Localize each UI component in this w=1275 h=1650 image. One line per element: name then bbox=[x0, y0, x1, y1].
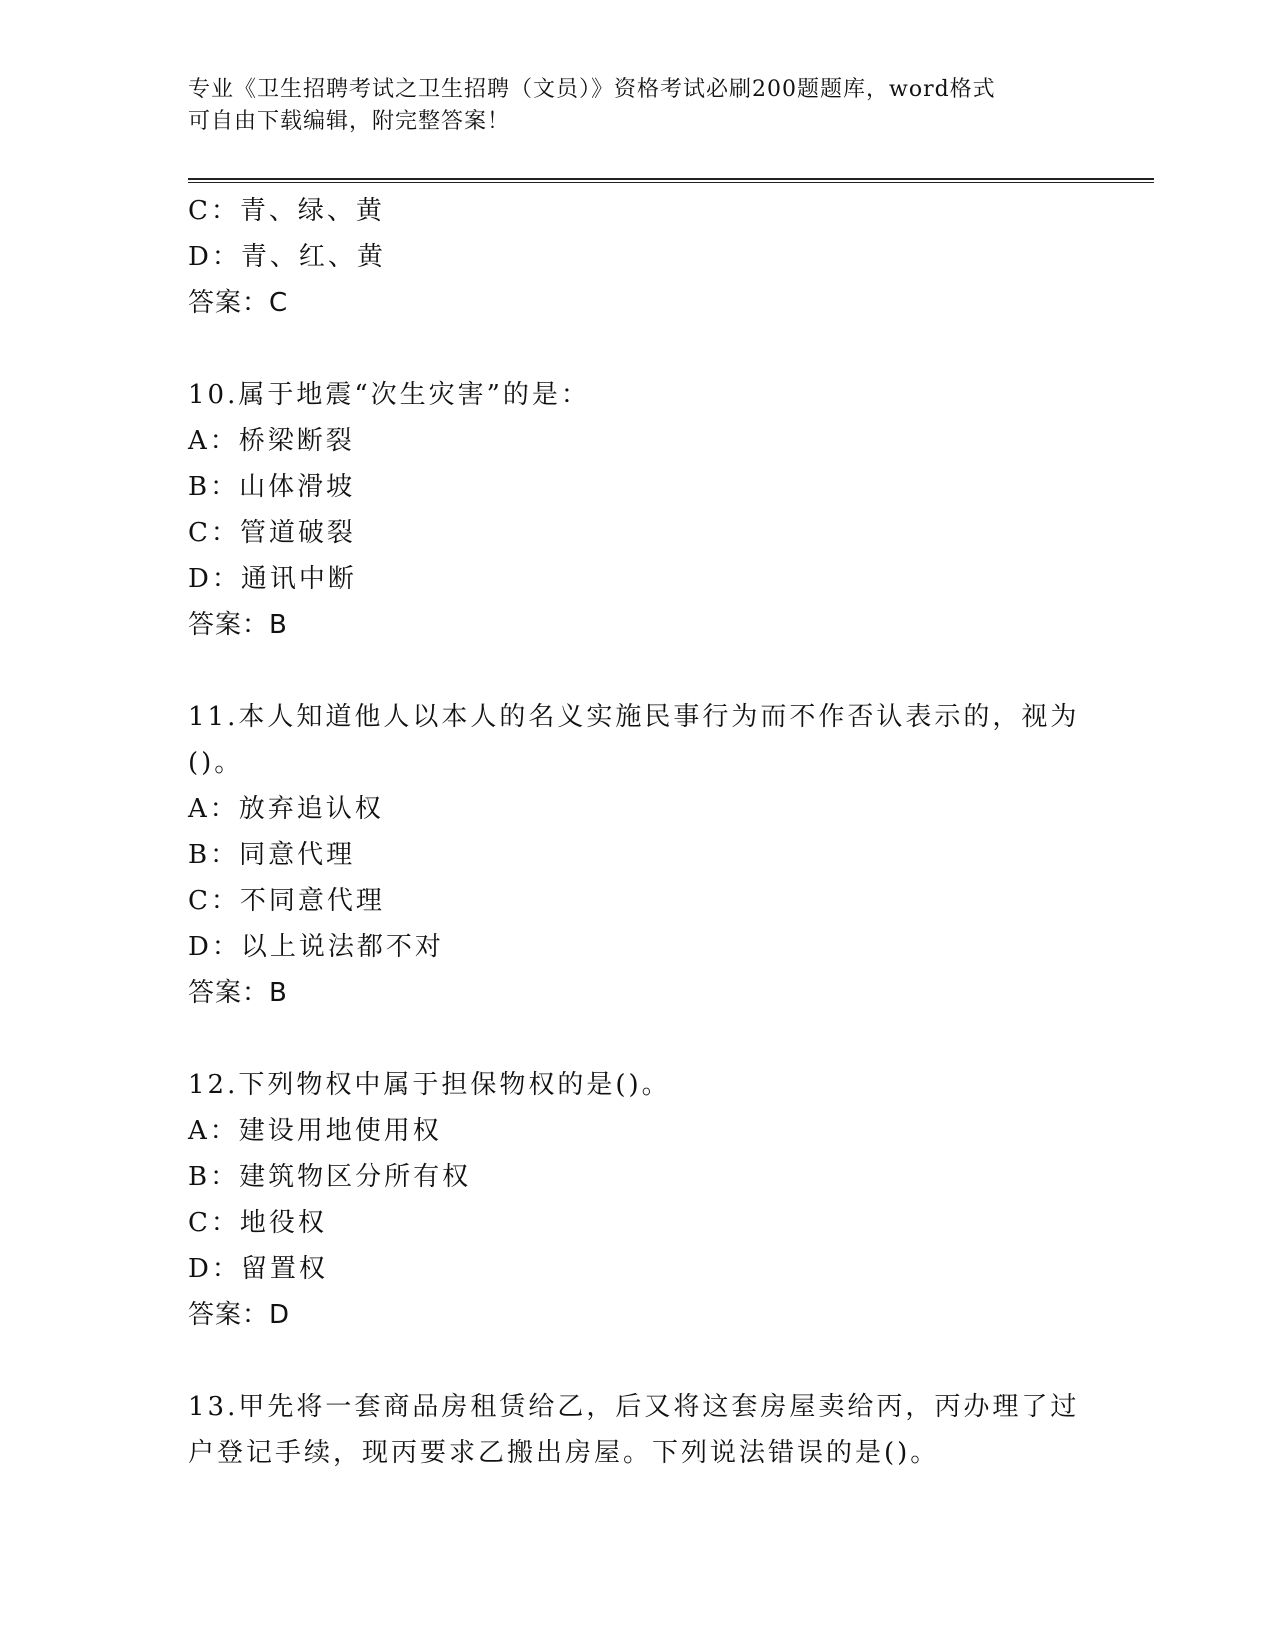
question-10-block bbox=[188, 372, 1068, 648]
q11-option-d: D：以上说法都不对 bbox=[188, 932, 444, 962]
q12-option-c: C：地役权 bbox=[188, 1208, 327, 1238]
q10-answer: 答案：B bbox=[188, 610, 288, 640]
q9-answer: 答案：C bbox=[188, 288, 289, 318]
q11-question-line-2: ()。 bbox=[188, 748, 244, 778]
q10-option-d: D：通讯中断 bbox=[188, 564, 357, 594]
document-header bbox=[188, 74, 1068, 138]
q11-option-c: C：不同意代理 bbox=[188, 886, 385, 916]
header-rule-thin bbox=[188, 182, 1154, 183]
question-9-block bbox=[188, 188, 1068, 326]
q12-answer: 答案：D bbox=[188, 1300, 291, 1330]
q10-option-c: C：管道破裂 bbox=[188, 518, 356, 548]
q12-option-d: D：留置权 bbox=[188, 1254, 328, 1284]
header-line-2: 可自由下载编辑，附完整答案！ bbox=[188, 109, 511, 134]
header-line-1: 专业《卫生招聘考试之卫生招聘（文员）》资格考试必刷200题题库，word格式 bbox=[188, 77, 996, 102]
q11-option-a: A：放弃追认权 bbox=[188, 794, 384, 824]
header-rule-thick bbox=[188, 178, 1154, 180]
q9-option-d: D：青、红、黄 bbox=[188, 242, 386, 272]
q11-answer: 答案：B bbox=[188, 978, 288, 1008]
q13-question-line-2: 户登记手续，现丙要求乙搬出房屋。下列说法错误的是()。 bbox=[188, 1438, 940, 1468]
question-11-block bbox=[188, 694, 1080, 1016]
q11-option-b: B：同意代理 bbox=[188, 840, 356, 870]
q12-question: 12.下列物权中属于担保物权的是()。 bbox=[188, 1070, 671, 1100]
q10-question: 10.属于地震“次生灾害”的是： bbox=[188, 380, 590, 410]
q9-option-c: C：青、绿、黄 bbox=[188, 196, 385, 226]
question-13-block bbox=[188, 1384, 1080, 1476]
q12-option-b: B：建筑物区分所有权 bbox=[188, 1162, 472, 1192]
q12-option-a: A：建设用地使用权 bbox=[188, 1116, 442, 1146]
q11-question-line-1: 11.本人知道他人以本人的名义实施民事行为而不作否认表示的，视为 bbox=[188, 702, 1080, 732]
question-12-block bbox=[188, 1062, 1068, 1338]
q10-option-b: B：山体滑坡 bbox=[188, 472, 356, 502]
q10-option-a: A：桥梁断裂 bbox=[188, 426, 355, 456]
question-content bbox=[188, 188, 1080, 1476]
q13-question-line-1: 13.甲先将一套商品房租赁给乙，后又将这套房屋卖给丙，丙办理了过 bbox=[188, 1392, 1080, 1422]
